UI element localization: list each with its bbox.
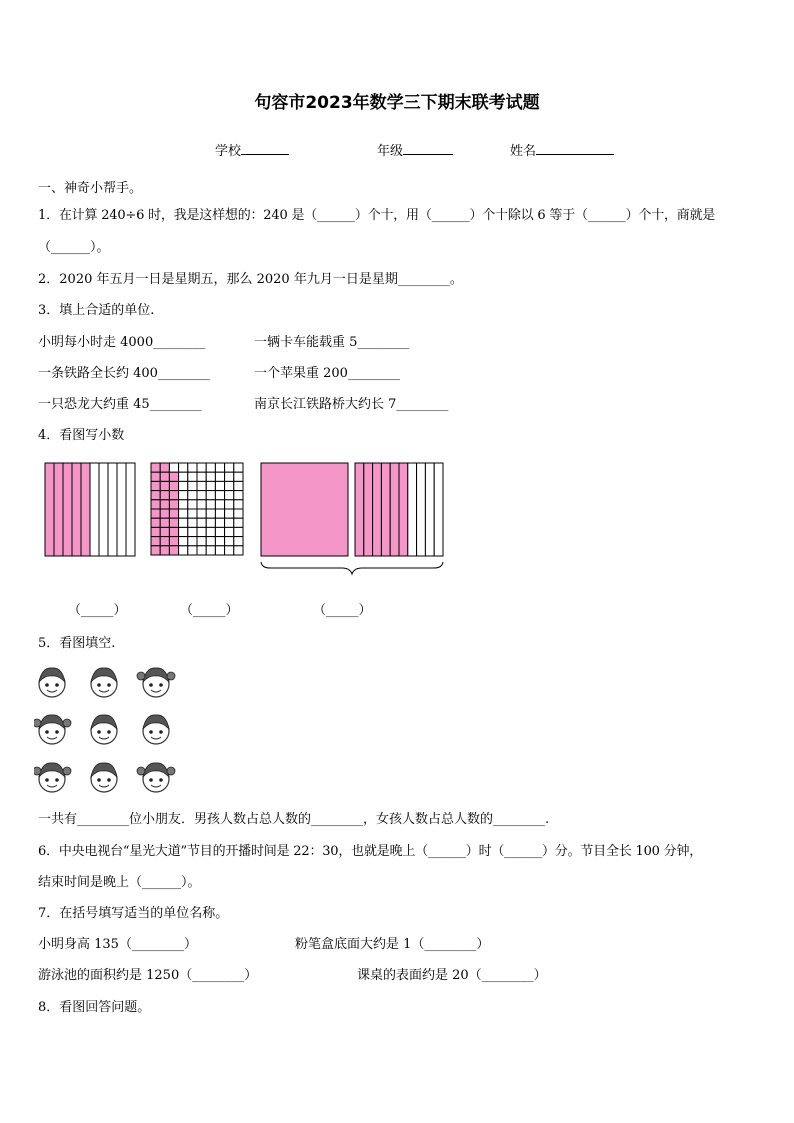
question-6-line-1: 6．中央电视台“星光大道”节目的开播时间是 22：30，也就是晚上（______）时（______）分。节目全长 100 分钟，: [38, 844, 703, 859]
grid-cell: [179, 537, 188, 546]
grid-cell: [234, 509, 243, 518]
grid-cell: [179, 527, 188, 536]
question-3-title: 3．填上合适的单位.: [38, 303, 155, 318]
boy-face-icon: [91, 763, 117, 792]
grid-cell: [225, 481, 234, 490]
grid-cell: [179, 472, 188, 481]
grid-cell: [197, 518, 206, 527]
q4-answer-1[interactable]: （_____）: [68, 603, 127, 618]
grid-cell: [169, 472, 178, 481]
grid-cell: [234, 527, 243, 536]
q7-item: 课桌的表面约是 20（________）: [357, 968, 547, 983]
grid-cell: [215, 546, 224, 555]
grid-cell: [225, 472, 234, 481]
strip-cell: [373, 463, 382, 556]
strip-cell: [381, 463, 390, 556]
strip-cell: [90, 463, 99, 556]
q4-answer-2[interactable]: （_____）: [180, 603, 239, 618]
grid-cell: [169, 546, 178, 555]
grid-cell: [160, 509, 169, 518]
figure-hundred-grid: [151, 463, 243, 555]
grid-cell: [197, 527, 206, 536]
grid-cell: [225, 527, 234, 536]
grid-cell: [215, 500, 224, 509]
grid-cell: [179, 481, 188, 490]
strip-cell: [408, 463, 417, 556]
grid-cell: [197, 537, 206, 546]
grid-cell: [215, 491, 224, 500]
question-1-line-2: （______）。: [38, 240, 110, 255]
question-7-title: 7．在括号填写适当的单位名称。: [38, 906, 229, 921]
school-label: 学校: [215, 144, 242, 159]
grid-cell: [188, 463, 197, 472]
grid-cell: [160, 546, 169, 555]
grid-cell: [197, 546, 206, 555]
grid-cell: [206, 537, 215, 546]
question-1-line-1: 1．在计算 240÷6 时，我是这样想的：240 是（______）个十，用（______）个十除以 6 等于（______）个十，商就是: [38, 208, 716, 223]
grid-cell: [169, 509, 178, 518]
grid-cell: [169, 537, 178, 546]
school-blank[interactable]: [241, 142, 289, 155]
q4-answer-3[interactable]: （_____）: [313, 603, 372, 618]
whole-square: [261, 463, 348, 556]
grid-cell: [179, 518, 188, 527]
grid-cell: [225, 463, 234, 472]
strip-cell: [108, 463, 117, 556]
children-faces: [34, 664, 194, 804]
grid-cell: [151, 509, 160, 518]
q7-item: 小明身高 135（________）: [38, 937, 197, 952]
grid-cell: [169, 518, 178, 527]
grid-cell: [151, 546, 160, 555]
grid-cell: [234, 518, 243, 527]
strip-cell: [434, 463, 443, 556]
grid-cell: [206, 546, 215, 555]
grid-cell: [225, 518, 234, 527]
boy-face-icon: [91, 715, 117, 744]
grid-cell: [206, 518, 215, 527]
strip-cell: [126, 463, 135, 556]
strip-cell: [45, 463, 54, 556]
strip-cell: [81, 463, 90, 556]
q7-item: 粉笔盒底面大约是 1（________）: [295, 937, 490, 952]
boy-face-icon: [91, 668, 117, 697]
grid-cell: [234, 491, 243, 500]
question-4-title: 4．看图写小数: [38, 428, 125, 443]
boy-face-icon: [39, 668, 65, 697]
grid-cell: [206, 481, 215, 490]
grid-cell: [206, 472, 215, 481]
grid-cell: [160, 500, 169, 509]
grid-cell: [169, 500, 178, 509]
figure-whole-and-tenths: [261, 463, 443, 556]
grid-cell: [179, 500, 188, 509]
grid-cell: [151, 527, 160, 536]
grid-cell: [188, 546, 197, 555]
grid-cell: [151, 481, 160, 490]
boy-face-icon: [143, 715, 169, 744]
grid-cell: [197, 481, 206, 490]
name-label: 姓名: [510, 144, 537, 159]
grid-cell: [215, 472, 224, 481]
q3-item: 小明每小时走 4000________: [38, 335, 206, 350]
grid-cell: [188, 472, 197, 481]
grid-cell: [179, 546, 188, 555]
grid-cell: [188, 518, 197, 527]
grid-cell: [225, 546, 234, 555]
grid-cell: [234, 463, 243, 472]
strip-cell: [54, 463, 63, 556]
girl-face-icon: [137, 763, 175, 792]
grid-cell: [188, 481, 197, 490]
girl-face-icon: [34, 763, 71, 792]
grid-cell: [188, 500, 197, 509]
grid-cell: [188, 509, 197, 518]
question-5-text: 一共有________位小朋友．男孩人数占总人数的________，女孩人数占总人数的________.: [38, 812, 550, 827]
grid-cell: [179, 509, 188, 518]
q3-item: 一辆卡车能载重 5________: [254, 335, 410, 350]
grid-cell: [151, 472, 160, 481]
strip-cell: [364, 463, 373, 556]
grid-cell: [151, 537, 160, 546]
grid-cell: [188, 527, 197, 536]
question-6-line-2: 结束时间是晚上（______）。: [38, 875, 201, 890]
grade-blank[interactable]: [403, 142, 453, 155]
q3-item: 一条铁路全长约 400________: [38, 366, 210, 381]
strip-cell: [355, 463, 364, 556]
girl-face-icon: [34, 715, 71, 744]
grid-cell: [160, 491, 169, 500]
grid-cell: [234, 472, 243, 481]
grid-cell: [160, 518, 169, 527]
school-field[interactable]: [215, 140, 289, 159]
grid-cell: [188, 491, 197, 500]
strip-cell: [63, 463, 72, 556]
grid-cell: [169, 463, 178, 472]
grid-cell: [215, 518, 224, 527]
grid-cell: [160, 481, 169, 490]
grid-cell: [215, 537, 224, 546]
grid-cell: [225, 537, 234, 546]
strip-cell: [99, 463, 108, 556]
grid-cell: [197, 472, 206, 481]
grid-cell: [179, 463, 188, 472]
grid-cell: [197, 463, 206, 472]
q3-item: 一只恐龙大约重 45________: [38, 397, 202, 412]
question-2: 2．2020 年五月一日是星期五，那么 2020 年九月一日是星期________。: [38, 272, 463, 287]
grid-cell: [234, 546, 243, 555]
grid-cell: [234, 500, 243, 509]
grid-cell: [215, 509, 224, 518]
grid-cell: [160, 472, 169, 481]
grid-cell: [160, 537, 169, 546]
grid-cell: [179, 491, 188, 500]
grid-cell: [197, 509, 206, 518]
grid-cell: [215, 463, 224, 472]
section-heading: 一、神奇小帮手。: [38, 181, 143, 196]
page-title: 句容市2023年数学三下期末联考试题: [254, 93, 540, 113]
grid-cell: [151, 491, 160, 500]
grid-cell: [234, 481, 243, 490]
grid-cell: [234, 537, 243, 546]
grid-cell: [206, 491, 215, 500]
grid-cell: [160, 463, 169, 472]
strip-cell: [117, 463, 126, 556]
grid-cell: [160, 527, 169, 536]
grid-cell: [206, 463, 215, 472]
decimal-figures: [0, 455, 794, 595]
grade-field[interactable]: [377, 140, 453, 159]
grid-cell: [169, 491, 178, 500]
grid-cell: [225, 500, 234, 509]
grid-cell: [206, 527, 215, 536]
girl-face-icon: [137, 668, 175, 697]
strip-cell: [425, 463, 434, 556]
grid-cell: [225, 491, 234, 500]
figure-strips-tenths: [45, 463, 135, 556]
grid-cell: [225, 509, 234, 518]
grid-cell: [169, 527, 178, 536]
brace: [261, 562, 443, 574]
name-blank[interactable]: [536, 142, 614, 155]
grid-cell: [151, 463, 160, 472]
grid-cell: [206, 500, 215, 509]
name-field[interactable]: [510, 140, 614, 159]
q3-item: 一个苹果重 200________: [254, 366, 400, 381]
grid-cell: [215, 527, 224, 536]
grid-cell: [169, 481, 178, 490]
grid-cell: [151, 500, 160, 509]
strip-cell: [72, 463, 81, 556]
q3-item: 南京长江铁路桥大约长 7________: [254, 397, 449, 412]
grid-cell: [215, 481, 224, 490]
grid-cell: [188, 537, 197, 546]
grid-cell: [197, 491, 206, 500]
grade-label: 年级: [377, 144, 404, 159]
strip-cell: [390, 463, 399, 556]
question-8: 8．看图回答问题。: [38, 1000, 151, 1015]
strip-cell: [417, 463, 426, 556]
q7-item: 游泳池的面积约是 1250（________）: [38, 968, 258, 983]
grid-cell: [197, 500, 206, 509]
grid-cell: [151, 518, 160, 527]
question-5-title: 5．看图填空.: [38, 636, 116, 651]
grid-cell: [206, 509, 215, 518]
strip-cell: [399, 463, 408, 556]
